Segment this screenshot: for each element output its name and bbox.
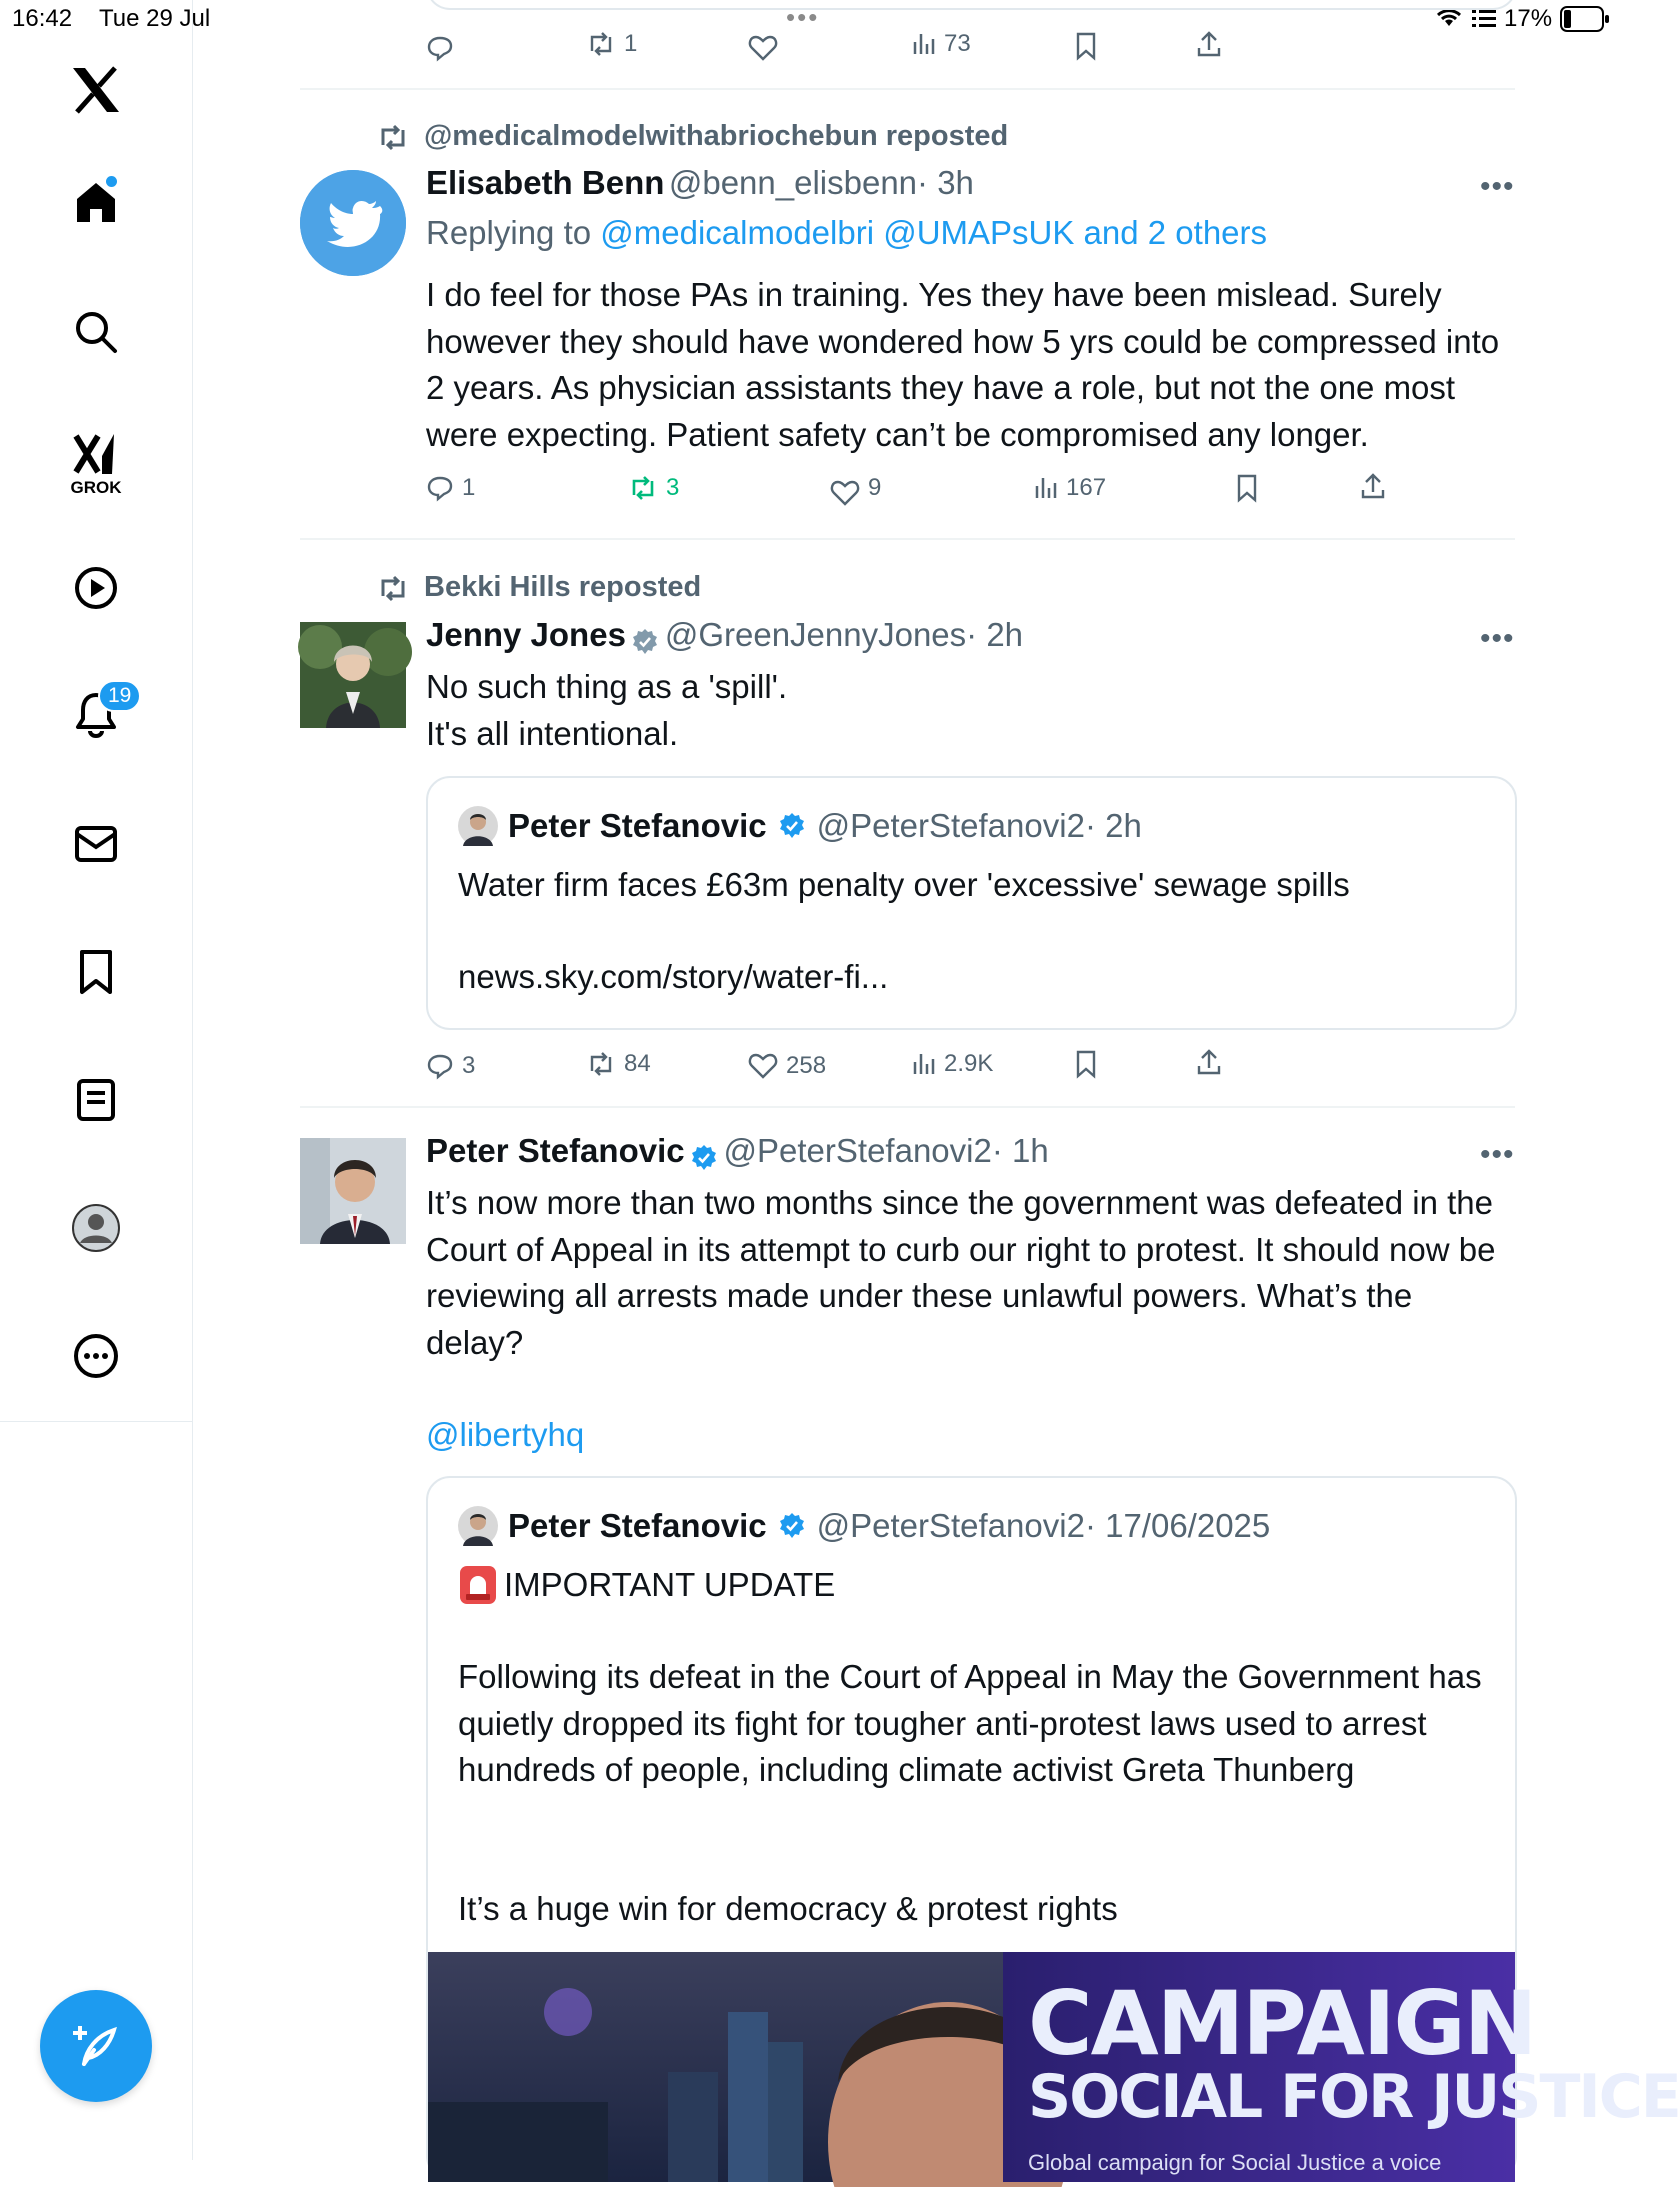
post1-more-options-icon[interactable]: ••• <box>1480 170 1515 203</box>
repost-icon <box>376 574 410 602</box>
sidebar-divider <box>0 1421 192 1422</box>
post1-views-count: 167 <box>1066 474 1107 501</box>
post2-share-button[interactable] <box>1196 1048 1222 1076</box>
repost-icon <box>628 475 658 501</box>
top-views-button[interactable] <box>912 30 971 58</box>
home-unread-dot <box>106 176 117 187</box>
post1-like-count: 9 <box>868 474 882 501</box>
divider <box>300 88 1515 90</box>
post1-reply-button[interactable] <box>426 474 475 502</box>
campaign-banner-line1: CAMPAIGN <box>1028 1972 1536 2075</box>
post3-more-options-icon[interactable]: ••• <box>1480 1138 1515 1171</box>
divider <box>300 1106 1515 1108</box>
post2-repost-button[interactable] <box>586 1050 651 1078</box>
post2-time: · 2h <box>966 616 1024 653</box>
post1-author-name[interactable]: Elisabeth Benn <box>426 164 665 201</box>
notifications-icon[interactable] <box>70 684 132 740</box>
quote-time-text: · 17/06/2025 <box>1084 1507 1271 1544</box>
divider <box>300 538 1515 540</box>
repost-icon <box>586 31 616 57</box>
top-like-button[interactable] <box>748 35 778 61</box>
top-repost-button[interactable] <box>586 30 637 58</box>
post2-author-name[interactable]: Jenny Jones <box>426 616 626 653</box>
post3-quote-headline <box>458 1562 835 1609</box>
quote-handle-text: @PeterStefanovi2 <box>816 1507 1085 1544</box>
wifi-icon <box>1434 6 1464 33</box>
share-icon <box>1196 1048 1222 1076</box>
views-icon <box>912 32 936 56</box>
campaign-banner-line3: Global campaign for Social Justice a voice <box>1028 2150 1442 2175</box>
top-repost-count: 1 <box>624 30 638 57</box>
post1-repost-indicator[interactable] <box>376 120 1008 153</box>
reply-icon <box>426 34 454 62</box>
post2-quote-card[interactable] <box>426 776 1517 1030</box>
post3-mention-link[interactable]: @libertyhq <box>426 1416 585 1453</box>
like-icon <box>748 35 778 61</box>
post2-text: No such thing as a 'spill'. It's all intentional. <box>426 668 788 752</box>
verified-badge-icon <box>777 811 807 841</box>
profile-icon[interactable] <box>70 1202 122 1254</box>
post2-repost-count: 84 <box>624 1050 651 1077</box>
share-icon <box>1360 472 1386 500</box>
messages-icon[interactable] <box>70 818 122 870</box>
bookmarks-icon[interactable] <box>70 946 122 998</box>
post1-time: · 3h <box>917 164 974 201</box>
post1-header <box>426 164 974 202</box>
post2-views-button[interactable] <box>912 1050 993 1078</box>
campaign-banner-line2: SOCIAL FOR JUSTICE <box>1028 2062 1680 2132</box>
video-icon[interactable] <box>70 562 122 614</box>
top-reply-button[interactable] <box>426 34 454 62</box>
post2-avatar[interactable] <box>300 622 406 728</box>
grok-label: GROK <box>70 478 122 497</box>
verified-badge-icon <box>777 1511 807 1541</box>
post3-text: It’s now more than two months since the government was defeated in the Court of Appeal in its attempt to curb our right to protest. It should now be reviewing all arrests made under these unlawful powers. What’s the delay? <box>426 1184 1496 1361</box>
compose-post-button[interactable] <box>40 1990 152 2102</box>
post2-quote-text: Water firm faces £63m penalty over 'excessive' sewage spills <box>458 866 1350 903</box>
post3-header <box>426 1132 1049 1173</box>
post3-handle[interactable]: @PeterStefanovi2 <box>723 1132 992 1169</box>
post3-avatar[interactable] <box>300 1138 406 1244</box>
repost-icon <box>586 1051 616 1077</box>
post1-avatar[interactable] <box>300 170 406 276</box>
grok-icon[interactable] <box>70 424 122 504</box>
post3-quote-paragraph1: Following its defeat in the Court of Appeal in May the Government has quietly dropped its fight for tougher anti-protest laws used to arrest hundreds of people, including climate activist Greta Thunberg <box>458 1658 1482 1788</box>
bookmark-icon <box>1075 1050 1097 1078</box>
quote-handle-text: @PeterStefanovi2 <box>816 807 1085 844</box>
home-icon[interactable] <box>70 176 122 228</box>
post3-quote-paragraph2: It’s a huge win for democracy & protest rights <box>458 1890 1118 1927</box>
post2-views-count: 2.9K <box>944 1050 994 1077</box>
post1-reply-count: 1 <box>462 474 476 501</box>
post2-quote-link[interactable]: news.sky.com/story/water-fi... <box>458 958 889 995</box>
post3-quote-header <box>458 1506 1270 1546</box>
bookmark-icon <box>1075 32 1097 60</box>
status-time: 16:42 <box>12 5 73 32</box>
post2-like-count: 258 <box>786 1052 827 1079</box>
battery-icon <box>1560 6 1610 37</box>
reply-icon <box>426 474 454 502</box>
x-logo[interactable] <box>70 64 122 116</box>
post2-bookmark-button[interactable] <box>1075 1050 1097 1078</box>
post2-repost-indicator[interactable] <box>376 571 701 604</box>
repost-icon <box>376 123 410 151</box>
post2-handle[interactable]: @GreenJennyJones <box>664 616 967 653</box>
lists-icon[interactable] <box>70 1074 122 1126</box>
post2-more-options-icon[interactable]: ••• <box>1480 622 1515 655</box>
post3-author-name[interactable]: Peter Stefanovic <box>426 1132 685 1169</box>
battery-percent: 17% <box>1504 5 1553 32</box>
top-bookmark-button[interactable] <box>1075 32 1097 60</box>
post1-bookmark-button[interactable] <box>1236 474 1258 502</box>
verified-badge-icon <box>630 627 660 657</box>
quote-headline-text: IMPORTANT UPDATE <box>504 1566 836 1603</box>
top-share-button[interactable] <box>1196 30 1222 58</box>
post1-text: I do feel for those PAs in training. Yes they have been mislead. Surely however they should have wondered how 5 yrs could be compressed into 2 years. As physician assistants they have a role, but not the one most were expecting. Patient safety can’t be compromised any longer. <box>426 276 1500 453</box>
post1-replying-to-link[interactable]: @medicalmodelbri @UMAPsUK and 2 others <box>600 214 1268 251</box>
post3-time: · 1h <box>991 1132 1049 1169</box>
verified-badge-icon <box>689 1143 719 1173</box>
replying-prefix: Replying to <box>426 214 601 251</box>
top-views-count: 73 <box>944 30 971 57</box>
post2-quote-handle <box>817 807 1142 845</box>
post2-header <box>426 616 1023 657</box>
post1-repost-button[interactable] <box>628 474 679 502</box>
reply-icon <box>426 1052 454 1080</box>
post1-repost-count: 3 <box>666 474 680 501</box>
post3-quote-card[interactable] <box>426 1476 1680 2180</box>
views-icon <box>1034 476 1058 500</box>
quote-author-avatar <box>458 1506 498 1546</box>
post2-repost-text: Bekki Hills reposted <box>424 571 702 603</box>
post3-quote-handle <box>817 1507 1271 1545</box>
post2-like-button[interactable] <box>748 1052 826 1080</box>
post3-quote-author-name: Peter Stefanovic <box>508 1507 767 1544</box>
previous-quote-card-edge <box>426 0 1517 10</box>
post2-reply-count: 3 <box>462 1052 476 1079</box>
signal-icon <box>1472 8 1496 33</box>
post2-quote-author-name: Peter Stefanovic <box>508 807 767 844</box>
post1-handle[interactable]: @benn_elisbenn <box>668 164 918 201</box>
share-icon <box>1196 30 1222 58</box>
post1-like-button[interactable] <box>830 470 881 506</box>
post1-share-button[interactable] <box>1360 472 1386 500</box>
rotating-light-icon <box>458 1564 498 1606</box>
post1-replying-to <box>426 214 1267 252</box>
status-date: Tue 29 Jul <box>99 5 211 32</box>
post1-repost-text: @medicalmodelwithabriochebun reposted <box>424 120 1009 152</box>
more-icon[interactable] <box>70 1330 122 1382</box>
post1-views-button[interactable] <box>1034 474 1106 502</box>
multitasking-dots-icon[interactable]: ••• <box>786 2 820 32</box>
post3-quote-image[interactable] <box>428 1952 1680 2182</box>
like-icon <box>748 1053 778 1079</box>
like-icon <box>830 480 860 506</box>
notifications-badge: 19 <box>98 680 141 712</box>
views-icon <box>912 1052 936 1076</box>
post2-reply-button[interactable] <box>426 1052 475 1080</box>
quote-author-avatar <box>458 806 498 846</box>
search-icon[interactable] <box>70 306 122 358</box>
bookmark-icon <box>1236 474 1258 502</box>
quote-time-text: · 2h <box>1084 807 1142 844</box>
post2-quote-header <box>458 806 1142 846</box>
